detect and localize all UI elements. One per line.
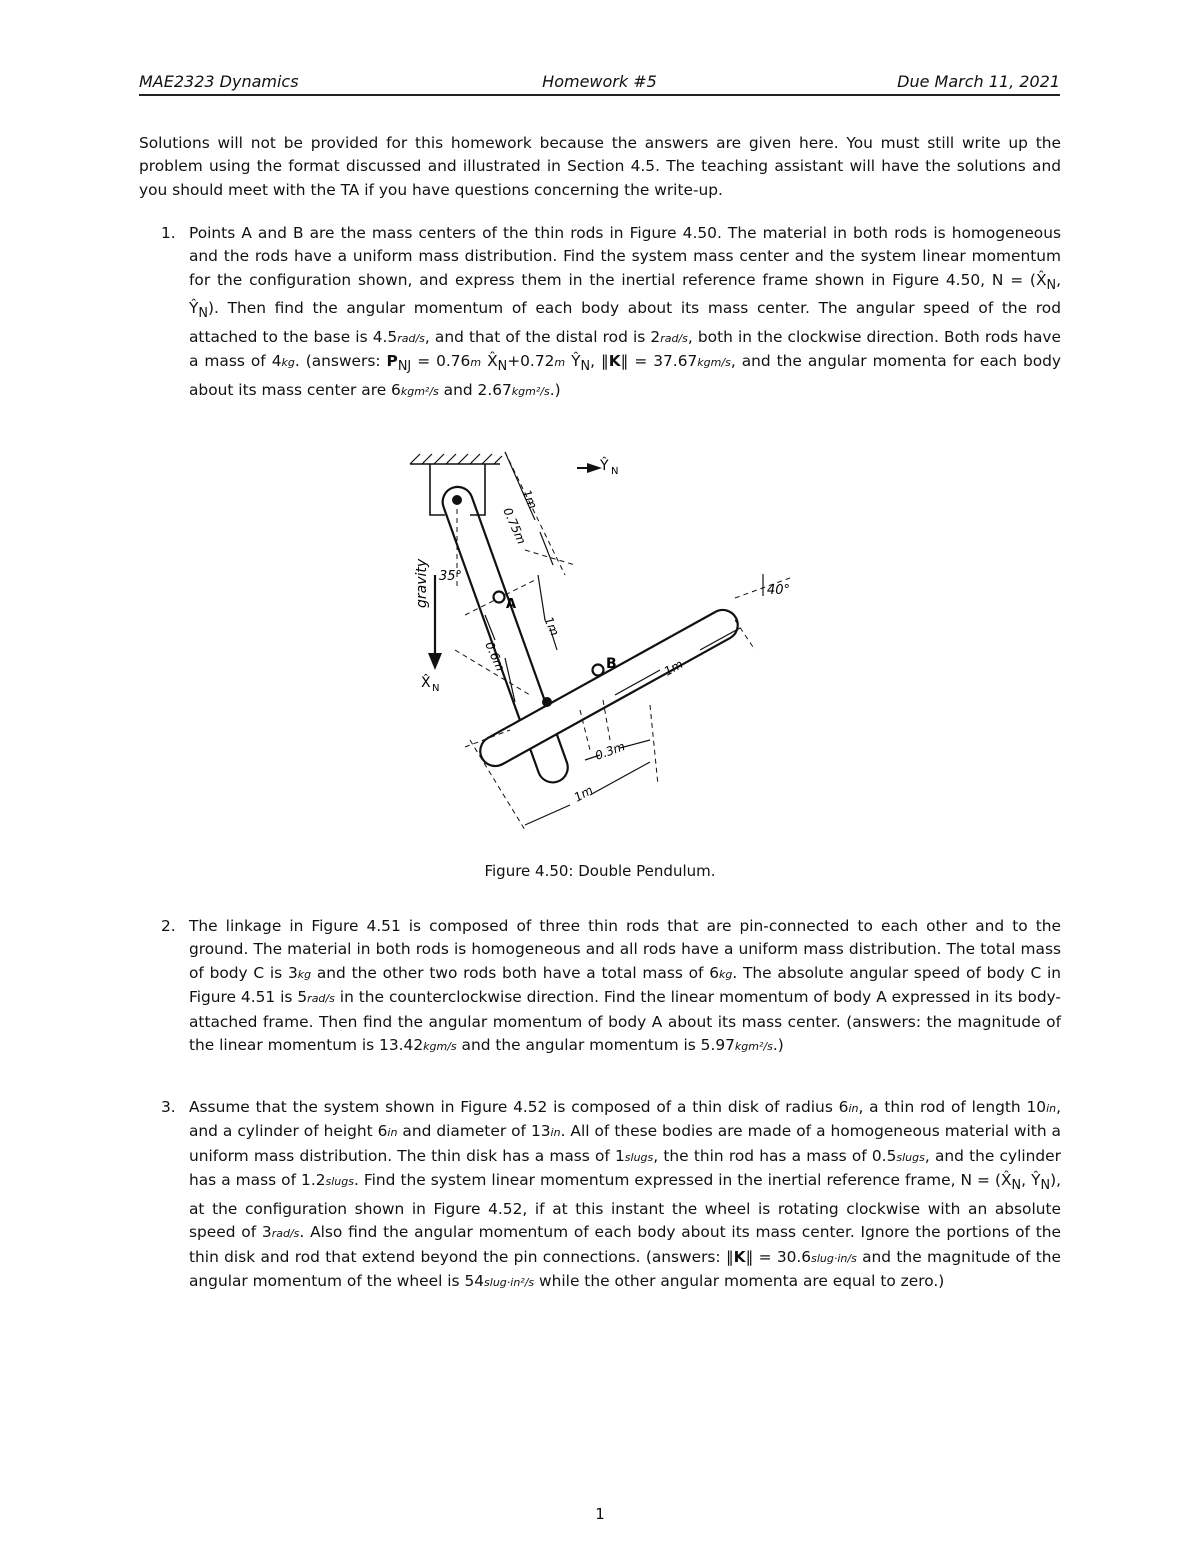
figure-caption: Figure 4.50: Double Pendulum.: [484, 862, 716, 880]
double-pendulum-figure: [395, 440, 815, 845]
problem-text: The linkage in Figure 4.51 is composed of three thin rods that are pin-connected to each other and to the ground. The material in both rods is homogeneous and all rods have a uniform mass distribution. The total mass of body C is 3kg and the other two rods both have a total mass of 6kg. The absolute angular speed of body C in Figure 4.51 is 5rad/s in the counterclockwise direction. Find the linear momentum of body A expressed in its body-attached frame. Then find the angular momentum of body A about its mass center. (answers: the magnitude of the linear momentum is 13.42kgm/s and the angular momentum is 5.97kgm²/s.): [189, 917, 1061, 1055]
course-name: MAE2323 Dynamics: [139, 72, 299, 91]
y-axis-label: Ŷ: [600, 458, 609, 474]
pivot-bracket: [430, 464, 485, 515]
gravity-label: gravity: [414, 558, 430, 608]
intro-paragraph: Solutions will not be provided for this homework because the answers are given here. You must still write up the problem using the format discussed and illustrated in Section 4.5. The teaching assistant will have the solutions and you should meet with the TA if you have questions concerning the write-up.: [139, 134, 1061, 199]
angle-40-label: 40°: [767, 583, 791, 598]
double-pendulum-diagram: [395, 440, 815, 845]
dim-1m-c: 1m: [661, 657, 686, 679]
dim-0.75m: 0.75m: [500, 505, 529, 547]
dim-0.6m: 0.6m: [482, 639, 508, 674]
page-header: [139, 70, 1060, 96]
dim-1m-d: 1m: [571, 783, 596, 805]
mass-center-a: [494, 592, 505, 603]
gravity-arrowhead: [428, 653, 442, 670]
dim-0.3m: 0.3m: [593, 739, 627, 763]
dim-1m-b: 1m: [541, 614, 562, 638]
point-a-label: A: [506, 597, 517, 612]
dim-1m-a: 1m: [519, 487, 540, 511]
problem-3: [139, 1096, 1061, 1294]
ceiling-hatch: [410, 454, 502, 464]
mass-center-b: [593, 665, 604, 676]
problem-number: 2.: [161, 917, 176, 935]
angle-35-label: 35°: [439, 569, 463, 584]
problem-number: 1.: [161, 224, 176, 242]
problem-2: [139, 915, 1061, 1058]
x-axis-label: X̂: [421, 675, 431, 691]
pivot-pin: [452, 495, 462, 505]
assignment-title: Homework #5: [542, 72, 657, 91]
page-number: 1: [595, 1505, 605, 1523]
y-axis-sub: N: [611, 466, 619, 477]
problem-number: 3.: [161, 1098, 176, 1116]
due-date: Due March 11, 2021: [897, 72, 1060, 91]
joint-pin: [542, 697, 552, 707]
point-b-label: B: [606, 656, 617, 672]
problem-text: Points A and B are the mass centers of the thin rods in Figure 4.50. The material in both rods is homogeneous and the rods have a uniform mass distribution. Find the system mass center and the system linear momentum for the configuration shown, and express them in the inertial reference frame shown in Figure 4.50, $N = (X̂_N$, $Ŷ_N$). Then find the angular momentum of each body about its mass center. The angular speed of the rod attached to the base is 4.5rad/s, and that of the distal rod is 2rad/s, both in the clockwise direction. Both rods have a mass of 4kg. (answers: $P_{NJ} = 0.76m$ $X̂_N+0.72m$ $Ŷ_N$, ‖K‖ = 37.67kgm/s, and the angular momenta for each body about its mass center are 6kgm²/s and 2.67kgm²/s.): [189, 224, 1062, 399]
problem-1: [139, 222, 1061, 403]
problem-text: Assume that the system shown in Figure 4.52 is composed of a thin disk of radius 6in, a thin rod of length 10in, and a cylinder of height 6in and diameter of 13in. All of these bodies are made of a homogeneous material with a uniform mass distribution. The thin disk has a mass of 1slugs, the thin rod has a mass of 0.5slugs, and the cylinder has a mass of 1.2slugs. Find the system linear momentum expressed in the inertial reference frame, $N = (X̂_N$, $Ŷ_N$), at the configuration shown in Figure 4.52, if at this instant the wheel is rotating clockwise with an absolute speed of 3rad/s. Also find the angular momentum of each body about its mass center. Ignore the portions of the thin disk and rod that extend beyond the pin connections. (answers: ‖K‖ = 30.6slug·in/s and the magnitude of the angular momentum of the wheel is 54slug·in²/s while the other angular momenta are equal to zero.): [189, 1098, 1062, 1290]
x-axis-sub: N: [432, 683, 440, 694]
